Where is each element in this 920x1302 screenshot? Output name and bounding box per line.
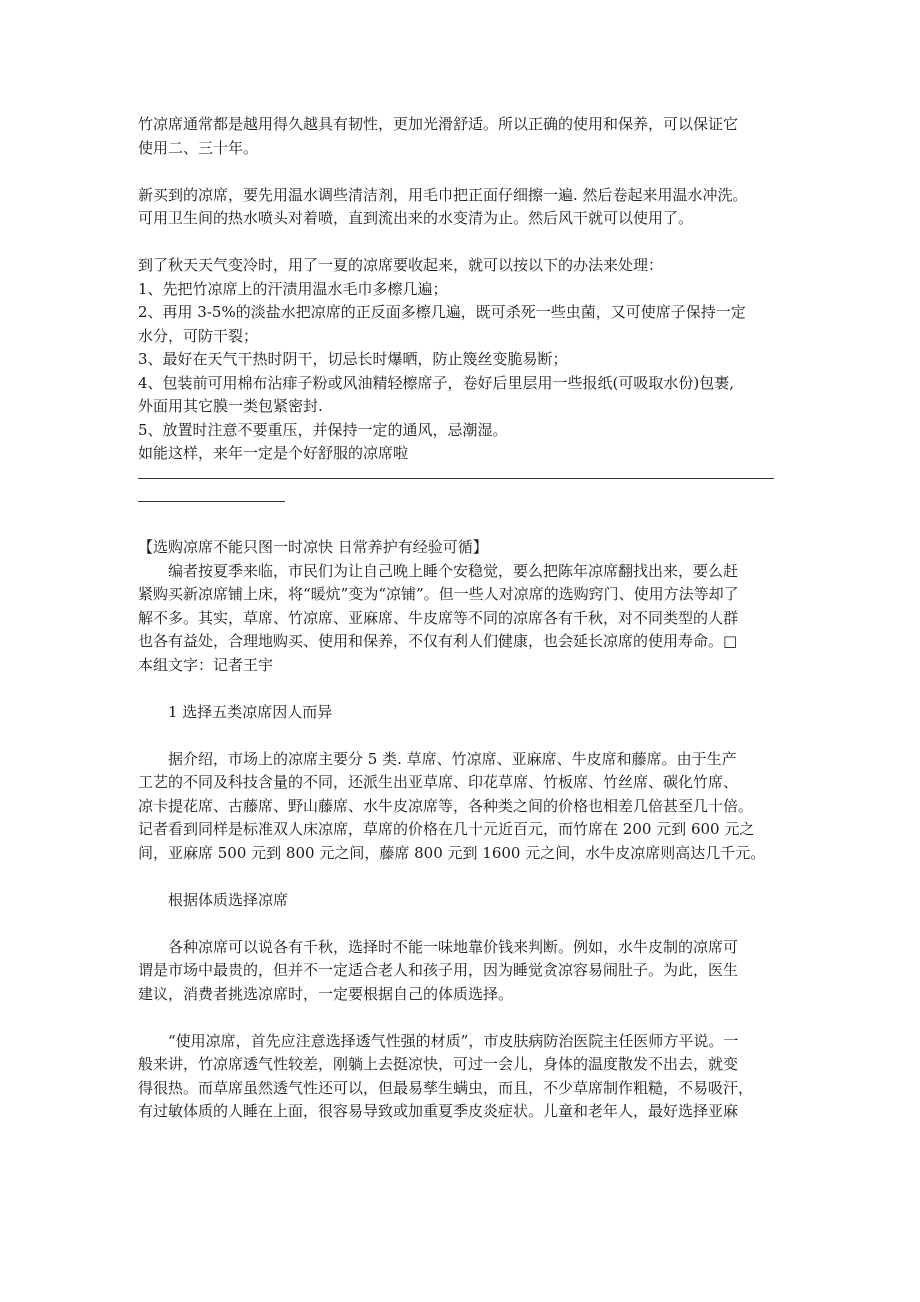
section-heading: 1 选择五类凉席因人而异 bbox=[168, 702, 333, 721]
paragraph-line: 使用二、三十年。 bbox=[138, 138, 259, 157]
section-heading: 根据体质选择凉席 bbox=[168, 890, 289, 909]
paragraph-line: 得很热。而草席虽然透气性还可以，但最易孳生螨虫，而且，不少草席制作粗糙，不易吸汗， bbox=[138, 1078, 754, 1097]
paragraph-line: 工艺的不同及科技含量的不同，还派生出亚草席、印花草席、竹板席、竹丝席、碳化竹席、 bbox=[138, 773, 739, 791]
paragraph-line: 如能这样，来年一定是个好舒服的凉席啦 bbox=[138, 444, 409, 462]
paragraph-line: 谓是市场中最贵的，但并不一定适合老人和孩子用，因为睡觉贪凉容易闹肚子。为此，医生 bbox=[138, 961, 739, 979]
list-item: 5、放置时注意不要重压，并保持一定的通风，忌潮湿。 bbox=[138, 420, 508, 439]
editor-note-line: 也各有益处，合理地购买、使用和保养，不仅有利人们健康，也会延长凉席的使用寿命。□ bbox=[138, 632, 738, 650]
paragraph-line: 般来讲，竹凉席透气性较差，刚躺上去挺凉快，可过一会儿，身体的温度散发不出去，就变 bbox=[138, 1055, 739, 1073]
paragraph-line: 可用卫生间的热水喷头对着喷，直到流出来的水变清为止。然后风干就可以使用了。 bbox=[138, 209, 694, 227]
paragraph-line: 凉卡提花席、古藤席、野山藤席、水牛皮凉席等，各种类之间的价格也相差几倍甚至几十倍。 bbox=[138, 796, 754, 815]
horizontal-rule bbox=[138, 466, 786, 490]
paragraph-line: 建议，消费者挑选凉席时，一定要根据自己的体质选择。 bbox=[138, 984, 514, 1003]
paragraph-line: 有过敏体质的人睡在上面，很容易导致或加重夏季皮炎症状。儿童和老年人，最好选择亚麻 bbox=[138, 1102, 739, 1120]
horizontal-rule bbox=[138, 489, 786, 513]
paragraph-line: 新买到的凉席，要先用温水调些清洁剂，用毛巾把正面仔细擦一遍. 然后卷起来用温水冲洗。 bbox=[138, 185, 748, 204]
editor-note-line: 解不多。其实，草席、竹凉席、亚麻席、牛皮席等不同的凉席各有千秋，对不同类型的人群 bbox=[138, 608, 739, 627]
paragraph-line: 间，亚麻席 500 元到 800 元之间，藤席 800 元到 1600 元之间，水牛皮凉席则高达几千元。 bbox=[138, 843, 766, 862]
paragraph-line: 各种凉席可以说各有千秋，选择时不能一味地靠价钱来判断。例如，水牛皮制的凉席可 bbox=[168, 937, 739, 956]
list-item: 水分，可防干裂； bbox=[138, 326, 259, 345]
document-page bbox=[138, 113, 786, 1124]
list-item: 4、包装前可用棉布沾痱子粉或风油精轻檫席子，卷好后里层用一些报纸(可吸取水份)包裹, bbox=[138, 373, 735, 392]
editor-note-line: 紧购买新凉席铺上床，将“暖炕”变为“凉铺”。但一些人对凉席的选购窍门、使用方法等却了 bbox=[138, 585, 739, 603]
list-item: 1、先把竹凉席上的汗渍用温水毛巾多檫几遍； bbox=[138, 279, 448, 298]
article-title: 【选购凉席不能只图一时凉快 日常养护有经验可循】 bbox=[138, 538, 488, 556]
paragraph-line: “使用凉席，首先应注意选择透气性强的材质”，市皮肤病防治医院主任医师方平说。一 bbox=[168, 1031, 739, 1050]
byline: 本组文字：记者王宇 bbox=[138, 655, 274, 674]
paragraph-line: 据介绍，市场上的凉席主要分 5 类. 草席、竹凉席、亚麻席、牛皮席和藤席。由于生产 bbox=[168, 749, 737, 768]
paragraph-line: 竹凉席通常都是越用得久越具有韧性，更加光滑舒适。所以正确的使用和保养，可以保证它 bbox=[138, 115, 739, 133]
list-item: 3、最好在天气干热时阴干，切忌长时爆晒，防止篾丝变脆易断； bbox=[138, 350, 568, 368]
list-item: 外面用其它膜一类包紧密封. bbox=[138, 397, 323, 415]
list-item: 2、再用 3-5%的淡盐水把凉席的正反面多檫几遍，既可杀死一些虫菌，又可使席子保持一定 bbox=[138, 303, 746, 321]
paragraph-line: 记者看到同样是标准双人床凉席，草席的价格在几十元近百元，而竹席在 200 元到 600 元之 bbox=[138, 820, 755, 838]
editor-note-line: 编者按夏季来临，市民们为让自己晚上睡个安稳觉，要么把陈年凉席翻找出来，要么赶 bbox=[168, 561, 739, 580]
paragraph-line: 到了秋天天气变冷时，用了一夏的凉席要收起来，就可以按以下的办法来处理： bbox=[138, 256, 664, 274]
